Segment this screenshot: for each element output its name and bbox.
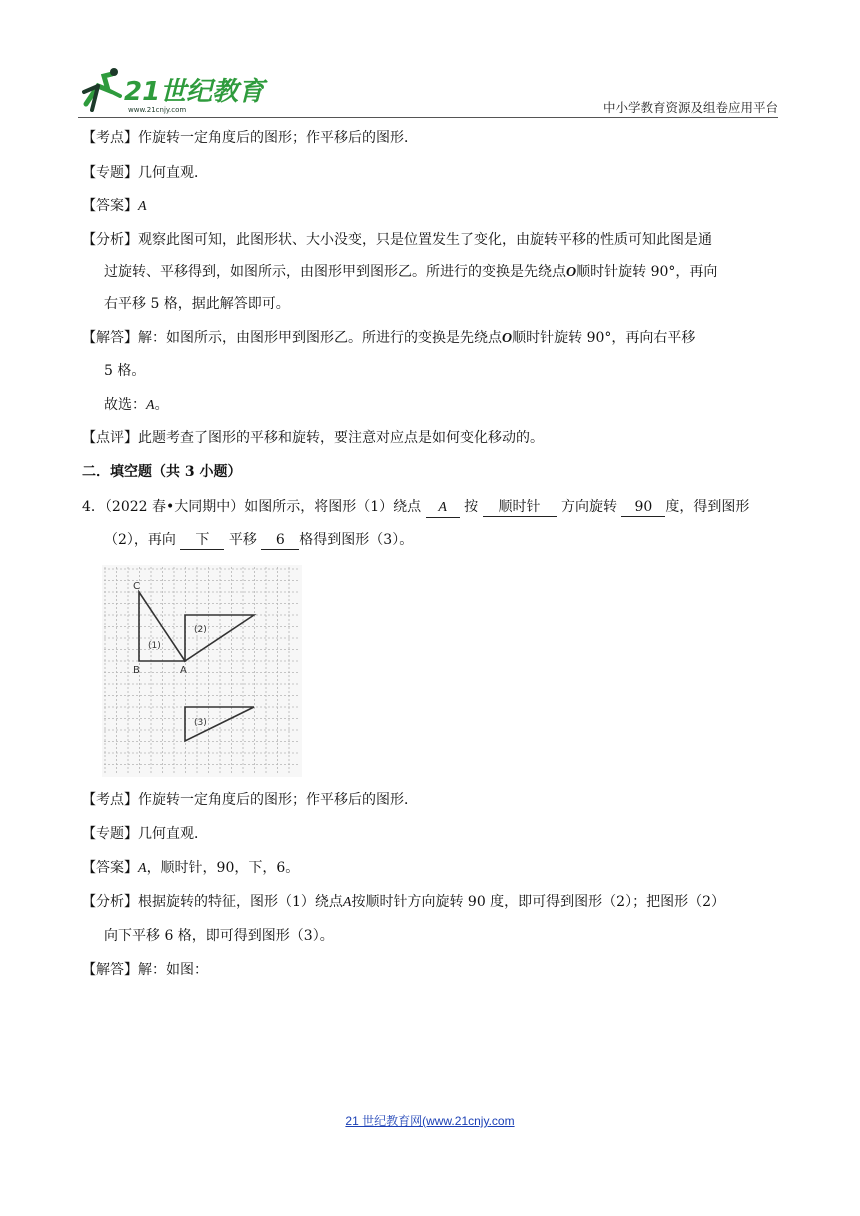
q4-stem-2 bbox=[104, 530, 413, 550]
q3-analysis-3: 右平移 5 格，据此解答即可。 bbox=[104, 296, 290, 312]
solution-text: 顺时针旋转 90°，再向右平移 bbox=[512, 330, 696, 346]
q4-solution: 【解答】解：如图： bbox=[82, 962, 208, 978]
label-shape-1: (1) bbox=[148, 641, 161, 651]
label-shape-3: (3) bbox=[194, 718, 207, 728]
q4-stem-1 bbox=[82, 497, 749, 518]
analysis-text: 顺时针旋转 90°，再向 bbox=[576, 264, 718, 280]
stem-text: 按 bbox=[464, 499, 479, 515]
point-o: O bbox=[566, 265, 577, 280]
figure-background bbox=[102, 565, 302, 777]
analysis-text: 过旋转、平移得到，如图所示，由图形甲到图形乙。所进行的变换是先绕点 bbox=[104, 264, 566, 280]
stem-text: （2），再向 bbox=[104, 532, 176, 548]
logo-url: www.21cnjy.com bbox=[128, 106, 187, 114]
solution-text: 【解答】解：如图所示，由图形甲到图形乙。所进行的变换是先绕点 bbox=[82, 330, 502, 346]
q3-zhuanti: 【专题】几何直观． bbox=[82, 165, 208, 181]
q3-answer bbox=[82, 196, 147, 217]
blank-steps: 6 bbox=[261, 531, 299, 550]
logo-21cnjy bbox=[78, 66, 268, 118]
stem-text: 4．（2022 春•大同期中）如图所示，将图形（1）绕点 bbox=[82, 499, 422, 515]
point-o: O bbox=[502, 331, 513, 346]
answer-point: A bbox=[138, 861, 147, 876]
blank-point: A bbox=[426, 499, 460, 518]
footer-link[interactable]: 21 世纪教育网(www.21cnjy.com bbox=[345, 1114, 515, 1128]
q4-analysis-1 bbox=[82, 892, 725, 913]
label-b: B bbox=[133, 665, 140, 676]
label-shape-2: (2) bbox=[194, 625, 207, 635]
section-title: 二．填空题（共 3 小题） bbox=[82, 464, 242, 480]
logo-text: 21世纪教育 bbox=[124, 77, 265, 107]
label-a: A bbox=[180, 665, 187, 676]
analysis-point: A bbox=[342, 895, 352, 910]
blank-move-direction: 下 bbox=[180, 531, 224, 550]
q3-solution-1 bbox=[82, 328, 695, 349]
q3-solution-2: 5 格。 bbox=[104, 363, 146, 379]
choice-end: 。 bbox=[154, 397, 169, 413]
blank-direction: 顺时针 bbox=[483, 498, 557, 517]
q4-answer bbox=[82, 858, 299, 879]
q4-analysis-2: 向下平移 6 格，即可得到图形（3）。 bbox=[104, 928, 334, 944]
q3-choice bbox=[104, 395, 169, 416]
answer-label: 【答案】 bbox=[82, 198, 138, 214]
stem-text: 平移 bbox=[228, 532, 257, 548]
answer-rest: ，顺时针，90，下，6。 bbox=[146, 860, 300, 876]
q4-kaodian: 【考点】作旋转一定角度后的图形；作平移后的图形． bbox=[82, 792, 418, 808]
choice-value: A bbox=[146, 398, 155, 413]
page-header bbox=[78, 62, 778, 120]
blank-degree: 90 bbox=[621, 498, 665, 517]
platform-name: 中小学教育资源及组卷应用平台 bbox=[602, 100, 778, 115]
stem-text: 度，得到图形 bbox=[665, 499, 750, 515]
q3-analysis-2 bbox=[104, 262, 717, 283]
stem-text: 格得到图形（3）。 bbox=[299, 532, 414, 548]
q3-comment: 【点评】此题考查了图形的平移和旋转，要注意对应点是如何变化移动的。 bbox=[82, 430, 544, 446]
q3-kaodian: 【考点】作旋转一定角度后的图形；作平移后的图形． bbox=[82, 130, 418, 146]
page-footer bbox=[0, 1112, 860, 1129]
choice-label: 故选： bbox=[104, 397, 146, 413]
analysis-text: 【分析】根据旋转的特征，图形（1）绕点 bbox=[82, 894, 343, 910]
stem-text: 方向旋转 bbox=[560, 499, 617, 515]
label-c: C bbox=[133, 581, 140, 592]
answer-value: A bbox=[138, 199, 147, 214]
answer-label: 【答案】 bbox=[82, 860, 138, 876]
q3-analysis-1: 【分析】观察此图可知，此图形状、大小没变，只是位置发生了变化，由旋转平移的性质可知此图是通 bbox=[82, 232, 712, 248]
runner-icon bbox=[84, 68, 120, 110]
grid-figure bbox=[102, 565, 302, 777]
header-rule bbox=[78, 117, 778, 118]
q4-zhuanti: 【专题】几何直观． bbox=[82, 826, 208, 842]
analysis-text: 按顺时针方向旋转 90 度，即可得到图形（2）；把图形（2） bbox=[351, 894, 725, 910]
